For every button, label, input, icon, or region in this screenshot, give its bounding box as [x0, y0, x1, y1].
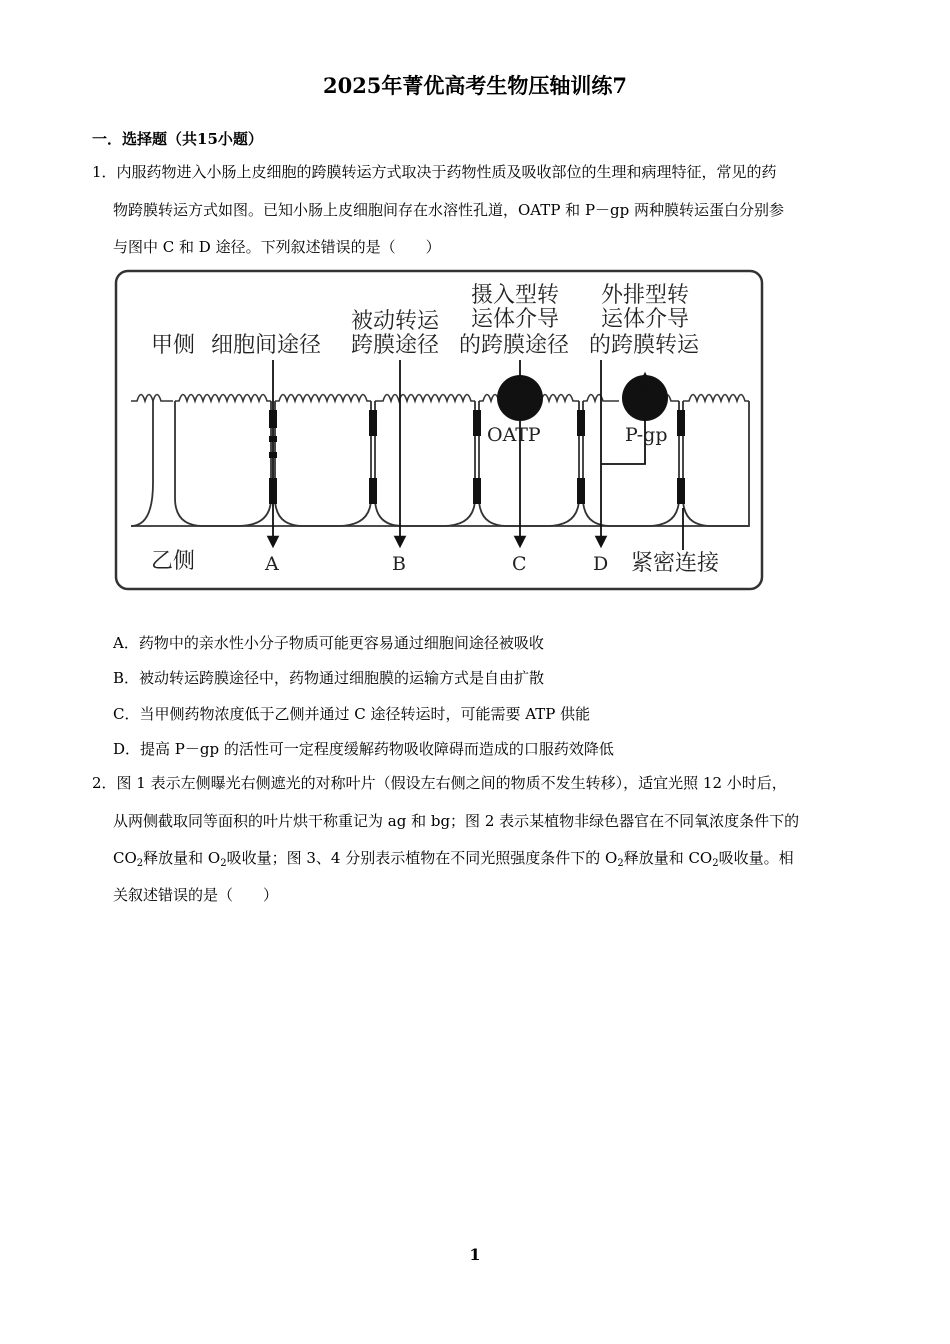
side-top-label: 甲侧: [151, 333, 196, 358]
path-passive-label-2: 跨膜途径: [351, 333, 440, 358]
letter-a-label: A: [265, 553, 279, 575]
q2-stem-line-2: 从两侧截取同等面积的叶片烘干称重记为 ag 和 bg；图 2 表示某植物非绿色器官在不同氧浓度条件下的: [113, 812, 800, 830]
q1-option-c: C．当甲侧药物浓度低于乙侧并通过 C 途径转运时，可能需要 ATP 供能: [113, 705, 591, 723]
letter-b-label: B: [392, 553, 406, 575]
path-efflux-label-1: 外排型转: [601, 283, 690, 308]
page-number: 1: [469, 1245, 481, 1264]
path-uptake-label-1: 摄入型转: [471, 283, 560, 308]
path-efflux-label-2: 运体介导: [601, 307, 690, 332]
oatp-label: OATP: [487, 424, 541, 446]
q1-option-d: D．提高 P－gp 的活性可一定程度缓解药物吸收障碍而造成的口服药效降低: [113, 740, 614, 758]
q1-option-b: B．被动转运跨膜途径中，药物通过细胞膜的运输方式是自由扩散: [113, 669, 545, 687]
pgp-label: P-gp: [625, 424, 668, 446]
section-heading: 一．选择题（共15小题）: [92, 130, 263, 148]
transport-diagram: [113, 268, 765, 594]
path-uptake-label-3: 的跨膜途径: [459, 333, 570, 358]
page-title: 2025年菁优高考生物压轴训练7: [322, 73, 628, 98]
letter-d-label: D: [593, 553, 609, 575]
path-passive-label-1: 被动转运: [351, 309, 440, 334]
q1-stem-line-1: 1．内服药物进入小肠上皮细胞的跨膜转运方式取决于药物性质及吸收部位的生理和病理特征，常见的药: [92, 163, 777, 181]
path-uptake-label-2: 运体介导: [471, 307, 560, 332]
side-bottom-label: 乙侧: [151, 549, 196, 574]
q2-stem-line-4: 关叙述错误的是（ ）: [113, 886, 279, 904]
letter-c-label: C: [512, 553, 527, 575]
path-efflux-label-3: 的跨膜转运: [589, 333, 700, 358]
q1-option-a: A．药物中的亲水性小分子物质可能更容易通过细胞间途径被吸收: [113, 634, 544, 652]
tight-junction-label: 紧密连接: [631, 551, 720, 576]
q2-stem-line-1: 2．图 1 表示左侧曝光右侧遮光的对称叶片（假设左右侧之间的物质不发生转移），适宜光照 12 小时后，: [92, 774, 787, 792]
q1-stem-line-2: 物跨膜转运方式如图。已知小肠上皮细胞间存在水溶性孔道，OATP 和 P－gp 两种膜转运蛋白分别参: [113, 201, 785, 219]
path-intercellular-label: 细胞间途径: [211, 333, 322, 358]
q1-stem-line-3: 与图中 C 和 D 途径。下列叙述错误的是（ ）: [113, 238, 441, 256]
q2-stem-line-3: $CO_2$释放量和 $O_2$吸收量；图 3、4 分别表示植物在不同光照强度条件下的 $O_2$释放量和 $CO_2$吸收量。相: [113, 849, 794, 869]
